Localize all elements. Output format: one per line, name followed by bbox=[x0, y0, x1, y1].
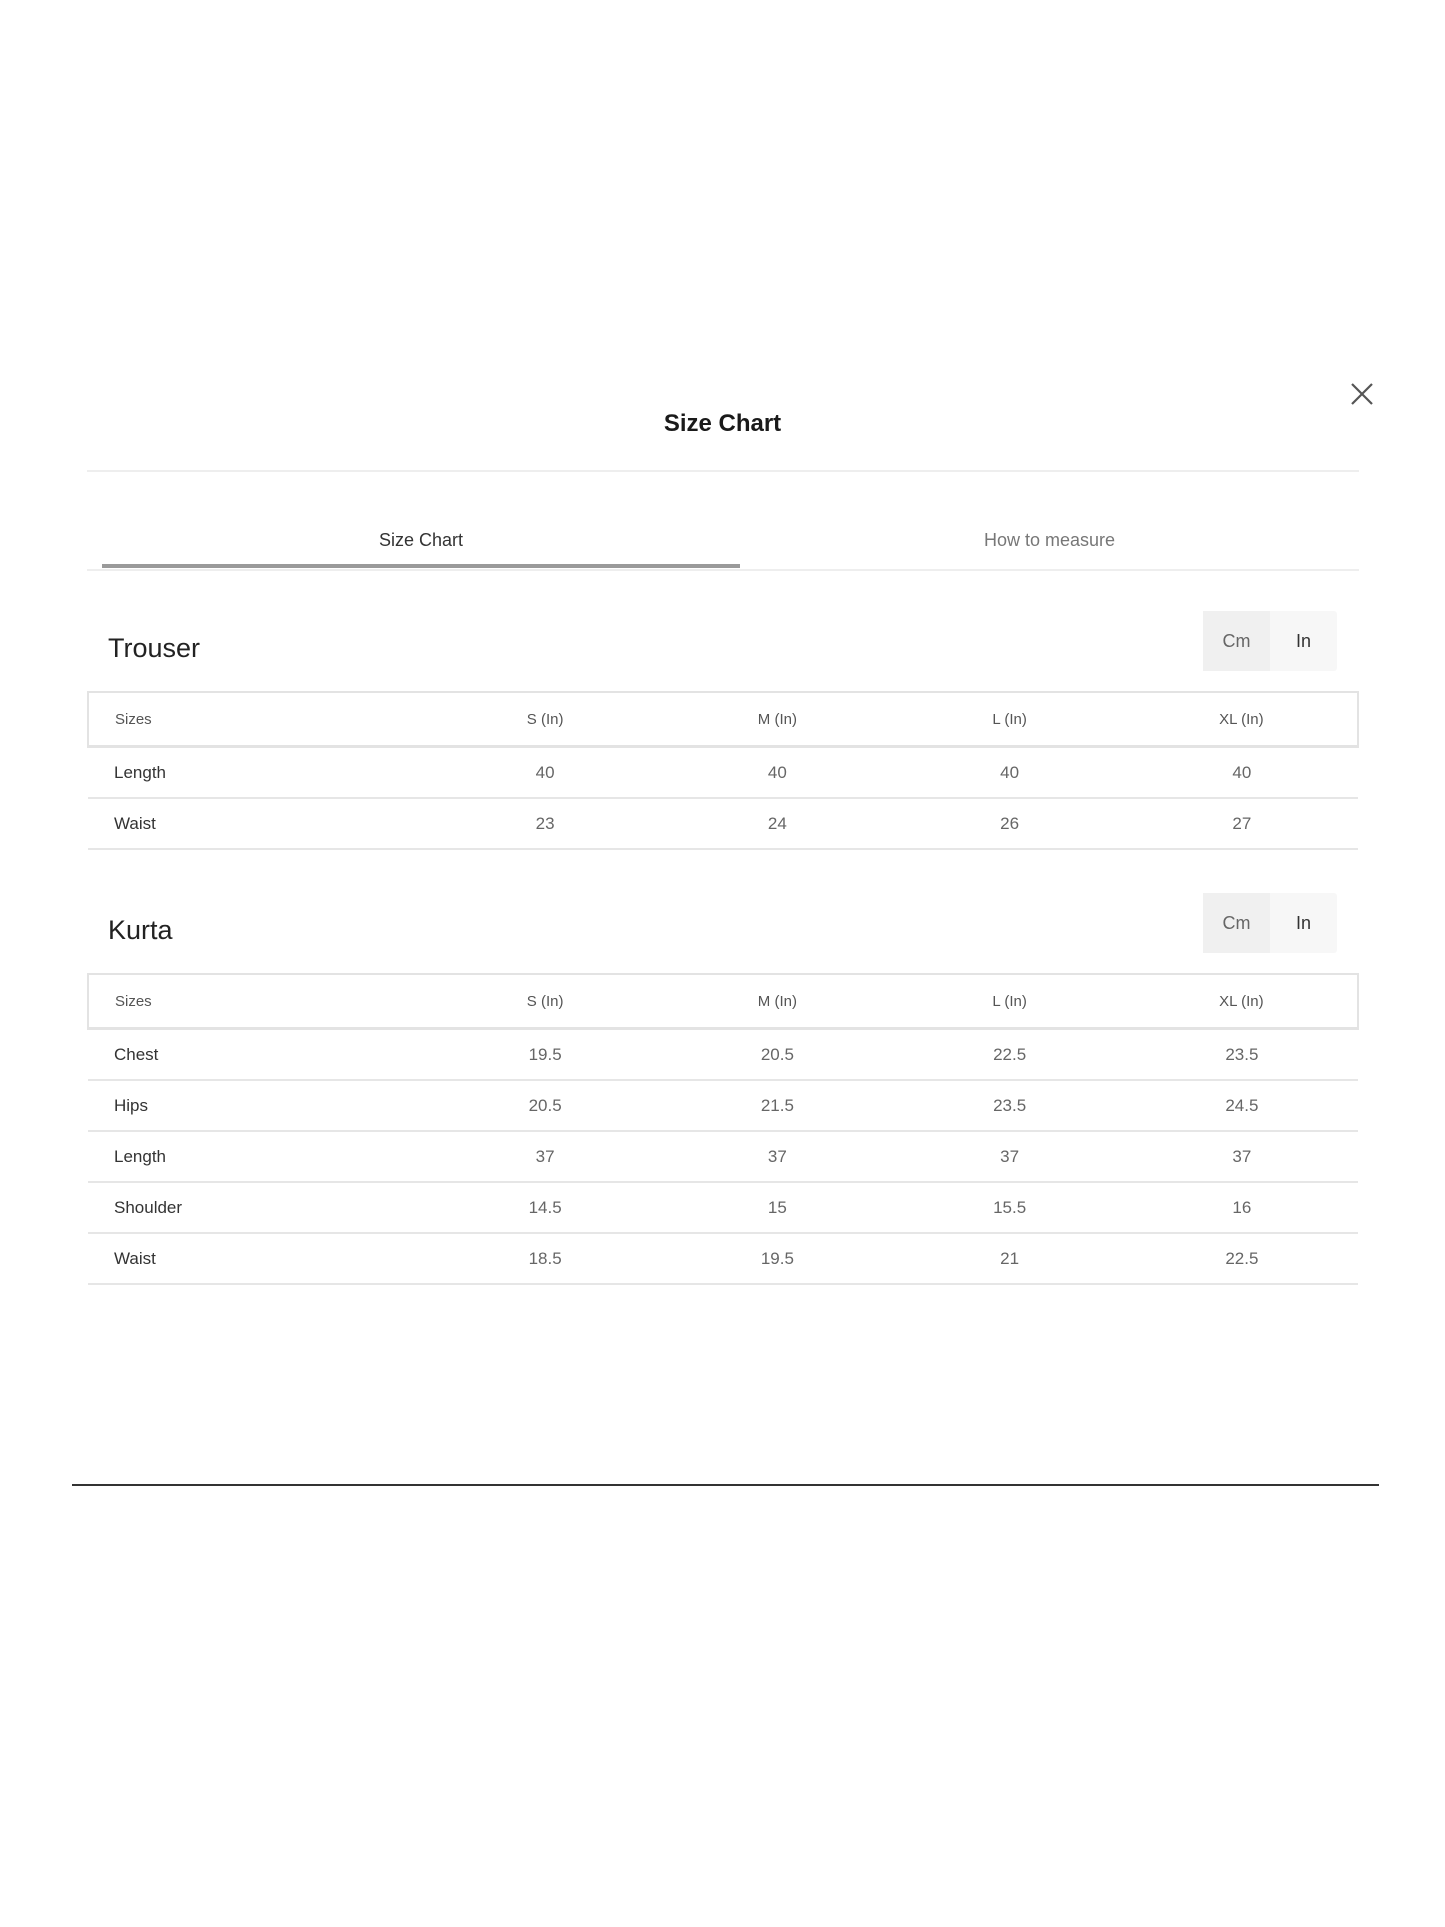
row-label: Waist bbox=[88, 798, 429, 849]
table-cell: 19.5 bbox=[429, 1029, 661, 1081]
unit-toggle bbox=[1203, 893, 1337, 953]
close-icon bbox=[1344, 376, 1380, 412]
table-cell: 20.5 bbox=[661, 1029, 893, 1081]
table-header-row bbox=[88, 692, 1358, 747]
column-header: XL (In) bbox=[1126, 974, 1358, 1029]
table-cell: 16 bbox=[1126, 1182, 1358, 1233]
tab-how-to-measure[interactable]: How to measure bbox=[983, 530, 1116, 550]
unit-toggle bbox=[1203, 611, 1337, 671]
trouser-section bbox=[87, 611, 1359, 850]
row-label: Hips bbox=[88, 1080, 429, 1131]
tabs-divider bbox=[87, 569, 1359, 571]
table-cell: 37 bbox=[429, 1131, 661, 1182]
table-row bbox=[88, 1233, 1358, 1284]
table-row bbox=[88, 1029, 1358, 1081]
row-label: Chest bbox=[88, 1029, 429, 1081]
table-cell: 18.5 bbox=[429, 1233, 661, 1284]
unit-in-button[interactable]: In bbox=[1295, 631, 1311, 651]
table-cell: 14.5 bbox=[429, 1182, 661, 1233]
row-label: Length bbox=[88, 1131, 429, 1182]
column-header: Sizes bbox=[88, 692, 429, 747]
unit-in-button[interactable]: In bbox=[1295, 913, 1311, 933]
table-row bbox=[88, 1131, 1358, 1182]
table-cell: 23.5 bbox=[894, 1080, 1126, 1131]
row-label: Shoulder bbox=[88, 1182, 429, 1233]
column-header: XL (In) bbox=[1126, 692, 1358, 747]
kurta-section bbox=[87, 893, 1359, 1285]
tab-size-chart[interactable]: Size Chart bbox=[102, 518, 740, 568]
table-cell: 40 bbox=[894, 747, 1126, 799]
column-header: Sizes bbox=[88, 974, 429, 1029]
table-cell: 22.5 bbox=[894, 1029, 1126, 1081]
table-cell: 37 bbox=[661, 1131, 893, 1182]
section-header bbox=[87, 893, 1359, 973]
size-table bbox=[87, 973, 1359, 1285]
table-cell: 19.5 bbox=[661, 1233, 893, 1284]
column-header: M (In) bbox=[661, 974, 893, 1029]
table-row bbox=[88, 798, 1358, 849]
table-row bbox=[88, 1080, 1358, 1131]
tab-bar bbox=[87, 518, 1359, 570]
section-title: Trouser bbox=[108, 633, 201, 663]
table-row bbox=[88, 1182, 1358, 1233]
row-label: Length bbox=[88, 747, 429, 799]
table-cell: 22.5 bbox=[1126, 1233, 1358, 1284]
close-button[interactable] bbox=[1344, 376, 1380, 412]
table-cell: 15.5 bbox=[894, 1182, 1126, 1233]
size-table bbox=[87, 691, 1359, 850]
section-title: Kurta bbox=[108, 915, 173, 945]
row-label: Waist bbox=[88, 1233, 429, 1284]
column-header: L (In) bbox=[894, 974, 1126, 1029]
table-cell: 21.5 bbox=[661, 1080, 893, 1131]
table-cell: 27 bbox=[1126, 798, 1358, 849]
table-cell: 23.5 bbox=[1126, 1029, 1358, 1081]
table-cell: 23 bbox=[429, 798, 661, 849]
title-divider bbox=[87, 470, 1359, 472]
table-cell: 24 bbox=[661, 798, 893, 849]
section-header bbox=[87, 611, 1359, 691]
table-cell: 37 bbox=[1126, 1131, 1358, 1182]
modal-title: Size Chart bbox=[663, 410, 782, 437]
unit-cm-button[interactable]: Cm bbox=[1203, 893, 1270, 953]
table-cell: 20.5 bbox=[429, 1080, 661, 1131]
column-header: M (In) bbox=[661, 692, 893, 747]
table-cell: 37 bbox=[894, 1131, 1126, 1182]
table-cell: 21 bbox=[894, 1233, 1126, 1284]
table-cell: 26 bbox=[894, 798, 1126, 849]
bottom-divider bbox=[72, 1484, 1379, 1486]
table-cell: 40 bbox=[429, 747, 661, 799]
column-header: S (In) bbox=[429, 974, 661, 1029]
table-cell: 24.5 bbox=[1126, 1080, 1358, 1131]
unit-cm-button[interactable]: Cm bbox=[1203, 611, 1270, 671]
column-header: L (In) bbox=[894, 692, 1126, 747]
table-cell: 15 bbox=[661, 1182, 893, 1233]
table-cell: 40 bbox=[1126, 747, 1358, 799]
column-header: S (In) bbox=[429, 692, 661, 747]
table-cell: 40 bbox=[661, 747, 893, 799]
table-row bbox=[88, 747, 1358, 799]
table-header-row bbox=[88, 974, 1358, 1029]
